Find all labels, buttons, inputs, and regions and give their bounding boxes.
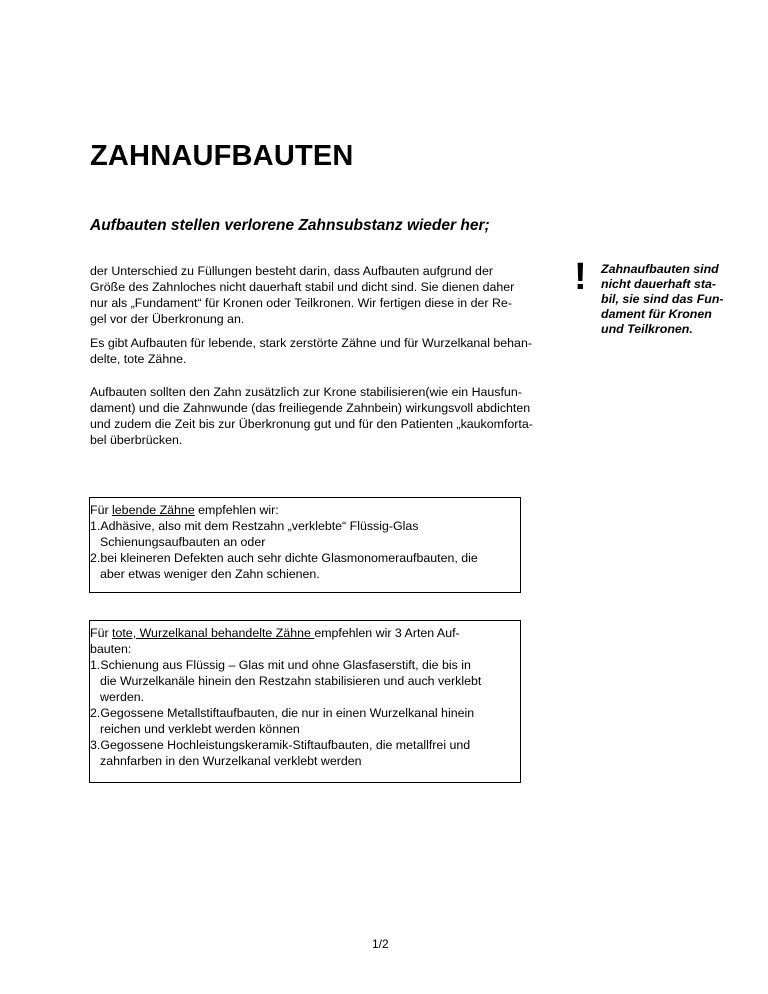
side-note-line: nicht dauerhaft sta-: [601, 277, 716, 291]
text-line: gel vor der Überkronung an.: [90, 312, 245, 326]
list-item: [90, 737, 520, 769]
list-item-continuation: aber etwas weniger den Zahn schienen.: [100, 567, 320, 581]
paragraph-types: [90, 335, 558, 367]
side-note-line: und Teilkronen.: [601, 322, 693, 336]
list-item-continuation: die Wurzelkanäle hinein den Restzahn stabilisieren und auch verklebt: [100, 674, 482, 688]
page-subtitle: Aufbauten stellen verlorene Zahnsubstanz wieder her;: [90, 217, 490, 234]
side-note-line: dament für Kronen: [601, 307, 712, 321]
page-number: 1/2: [372, 937, 389, 951]
intro-suffix: empfehlen wir:: [194, 503, 279, 517]
text-line: Es gibt Aufbauten für lebende, stark zerstörte Zähne und für Wurzelkanal behan-: [90, 336, 532, 350]
list-item: [90, 518, 520, 550]
list-item: [90, 705, 520, 737]
list-item-continuation: reichen und verklebt werden können: [100, 722, 300, 736]
intro-prefix: Für: [90, 626, 113, 640]
box-intro: [90, 502, 520, 518]
intro-suffix: empfehlen wir 3 Arten Auf-: [314, 626, 460, 640]
intro-underlined: tote, Wurzelkanal behandelte Zähne: [112, 626, 315, 640]
text-line: Größe des Zahnloches nicht dauerhaft stabil und dicht sind. Sie dienen daher: [90, 280, 515, 294]
box-intro: [90, 625, 520, 641]
list-item-text: 2.bei kleineren Defekten auch sehr dichte Glasmonomeraufbauten, die: [90, 551, 478, 565]
list-item-text: 2.Gegossene Metallstiftaufbauten, die nur in einen Wurzelkanal hinein: [90, 706, 475, 720]
text-line: der Unterschied zu Füllungen besteht darin, dass Aufbauten aufgrund der: [90, 264, 493, 278]
dead-teeth-box: [89, 620, 521, 783]
list-item-continuation: zahnfarben in den Wurzelkanal verklebt werden: [100, 754, 362, 768]
living-teeth-list: [90, 518, 520, 582]
living-teeth-box: [89, 497, 521, 593]
dead-teeth-list: [90, 657, 520, 769]
intro-prefix: Für: [90, 503, 113, 517]
list-item-continuation: werden.: [100, 690, 145, 704]
text-line: bel überbrücken.: [90, 433, 183, 447]
paragraph-purpose: [90, 384, 558, 448]
list-item: [90, 657, 520, 705]
text-line: und zudem die Zeit bis zur Überkronung gut und für den Patienten „kaukomforta-: [90, 417, 533, 431]
side-note-line: Zahnaufbauten sind: [601, 262, 719, 276]
list-item-text: 3.Gegossene Hochleistungskeramik-Stiftaufbauten, die metallfrei und: [90, 738, 471, 752]
side-note: [601, 262, 724, 337]
text-line: dament) und die Zahnwunde (das freiliegende Zahnbein) wirkungsvoll abdichten: [90, 401, 531, 415]
list-item: [90, 550, 520, 582]
exclamation-mark-icon: !: [574, 256, 587, 298]
text-line: nur als „Fundament“ für Kronen oder Teilkronen. Wir fertigen diese in der Re-: [90, 296, 512, 310]
text-line: delte, tote Zähne.: [90, 352, 187, 366]
list-item-text: 1.Schienung aus Flüssig – Glas mit und ohne Glasfaserstift, die bis in: [90, 658, 471, 672]
intro-underlined: lebende Zähne: [112, 503, 195, 517]
side-note-line: bil, sie sind das Fun-: [601, 292, 724, 306]
page-title: ZAHNAUFBAUTEN: [90, 140, 354, 172]
list-item-continuation: Schienungsaufbauten an oder: [100, 535, 266, 549]
list-item-text: 1.Adhäsive, also mit dem Restzahn „verklebte“ Flüssig-Glas: [90, 519, 419, 533]
paragraph-difference: [90, 263, 558, 327]
text-line: Aufbauten sollten den Zahn zusätzlich zur Krone stabilisieren(wie ein Hausfun-: [90, 385, 522, 399]
box-intro-line2: bauten:: [90, 642, 132, 656]
